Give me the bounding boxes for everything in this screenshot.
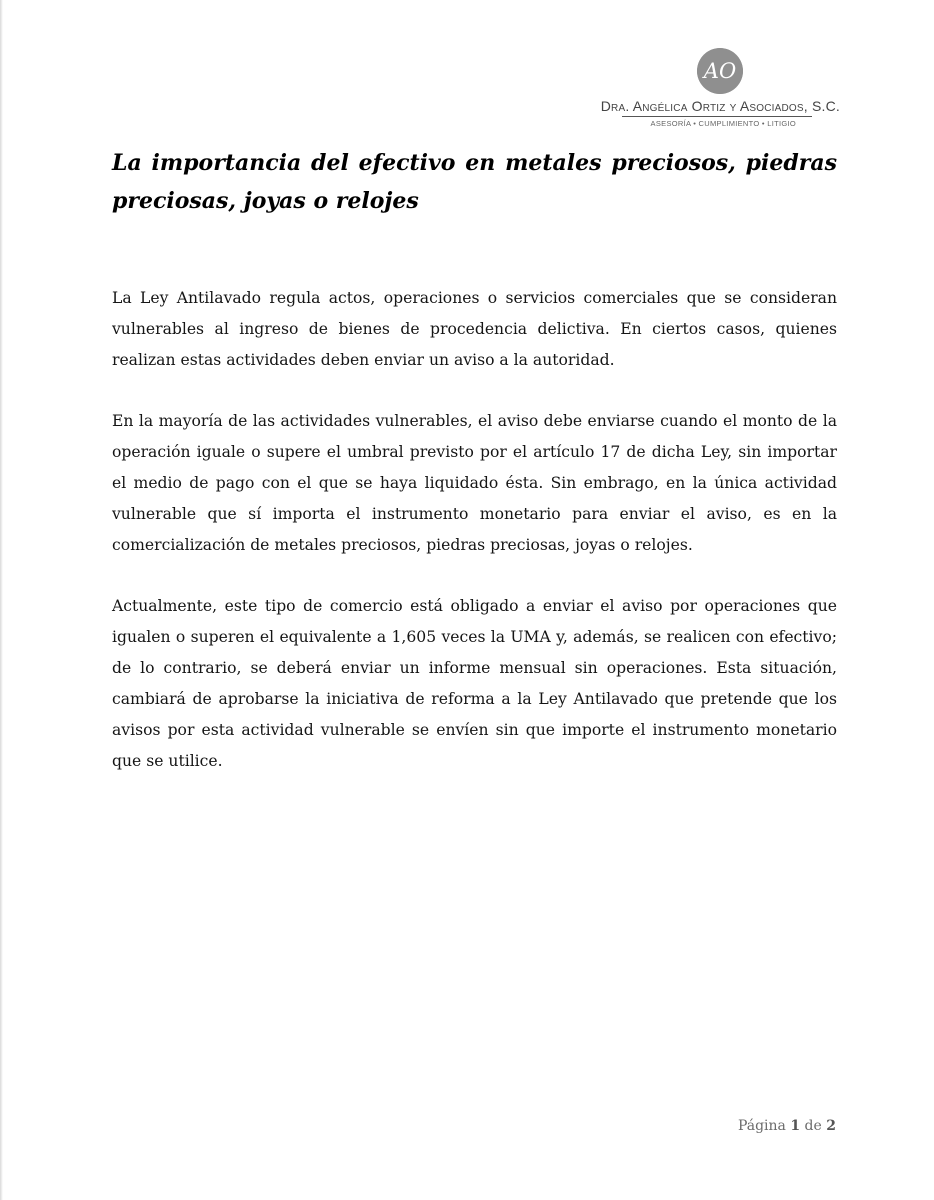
page-number: [738, 1118, 836, 1134]
of-label: de: [804, 1118, 822, 1134]
total-pages: 2: [826, 1118, 836, 1134]
document-title: La importancia del efectivo en metales preciosos, piedras preciosas, joyas o relojes: [112, 150, 837, 214]
document-body: [112, 283, 837, 807]
paragraph-3: Actualmente, este tipo de comercio está obligado a enviar el aviso por operaciones que igualen o superen el equivalente a 1,605 veces la UMA y, además, se realicen con efectivo; de lo contrario, se deberá enviar un informe mensual sin operaciones. Esta situación, cambiará de aprobarse la iniciativa de reforma a la Ley Antilavado que pretende que los avisos por esta actividad vulnerable se envíen sin que importe el instrumento monetario que se utilice.: [112, 597, 837, 770]
monogram-text: AO: [703, 59, 737, 83]
firm-logo: [600, 48, 840, 128]
firm-name: Dra. Angélica Ortiz y Asociados, S.C.: [600, 98, 840, 114]
paragraph-1: La Ley Antilavado regula actos, operaciones o servicios comerciales que se consideran vulnerables al ingreso de bienes de procedencia delictiva. En ciertos casos, quienes realizan estas actividades deben enviar un aviso a la autoridad.: [112, 289, 837, 369]
page-edge-shadow: [0, 0, 3, 1200]
paragraph-2: En la mayoría de las actividades vulnerables, el aviso debe enviarse cuando el monto de la operación iguale o supere el umbral previsto por el artículo 17 de dicha Ley, sin importar el medio de pago con el que se haya liquidado ésta. Sin embrago, en la única actividad vulnerable que sí importa el instrumento monetario para enviar el aviso, es en la comercialización de metales preciosos, piedras preciosas, joyas o relojes.: [112, 412, 837, 554]
page-label: Página: [737, 1118, 786, 1134]
firm-tagline: ASESORÍA • CUMPLIMIENTO • LITIGIO: [650, 119, 796, 128]
monogram-icon: [697, 48, 743, 94]
firm-divider: [622, 116, 812, 117]
current-page: 1: [790, 1118, 801, 1134]
